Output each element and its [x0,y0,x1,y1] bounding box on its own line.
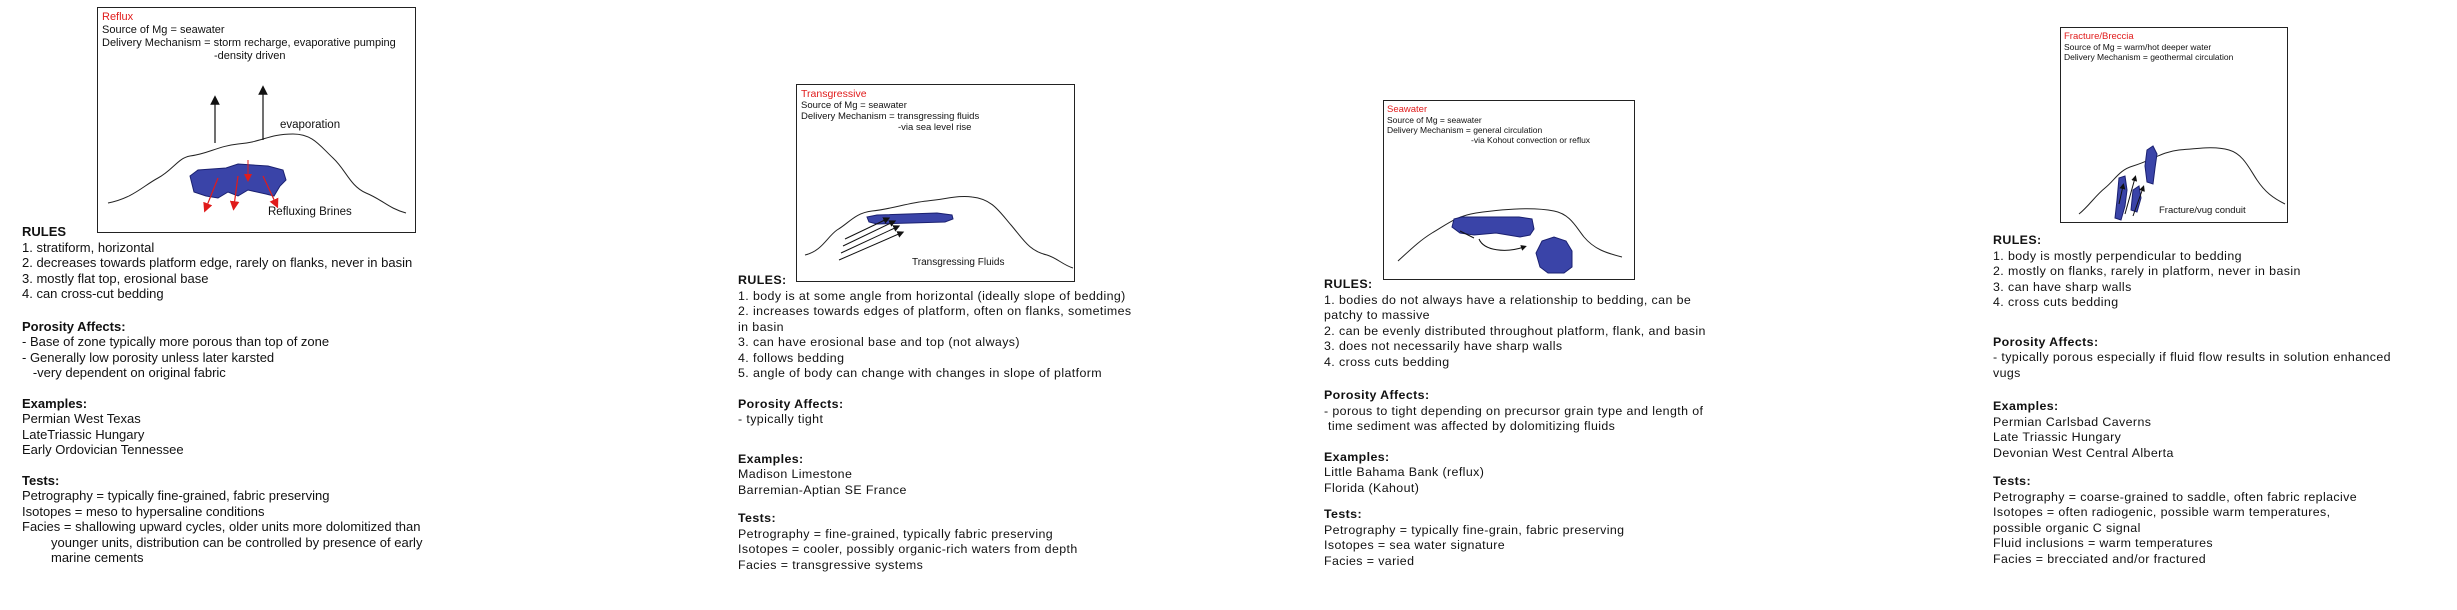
test-line: Isotopes = cooler, possibly organic-rich waters from depth [738,542,1078,556]
rules-heading: RULES: [738,273,787,287]
figure-text: Delivery Mechanism = storm recharge, evaporative pumping [102,37,396,49]
fluid-arrow [843,222,893,246]
fracture-figure [2060,27,2288,223]
test-line: younger units, distribution can be controlled by presence of early [51,534,423,550]
figure-text: Delivery Mechanism = transgressing fluids [801,111,980,122]
test-line: Isotopes = often radiogenic, possible warm temperatures, [1993,505,2331,519]
examples-heading: Examples: [738,451,804,466]
figure-title: Transgressive [801,88,867,100]
figure-title: Reflux [102,11,134,23]
rule-line: 2. mostly on flanks, rarely in platform, never in basin [1993,264,2301,278]
examples-heading: Examples: [1993,399,2059,413]
test-line: Facies = shallowing upward cycles, older units more dolomitized than [22,519,421,534]
figure-text: Source of Mg = seawater [801,100,907,111]
fluid-arrow [845,219,887,239]
rule-line: 5. angle of body can change with changes in slope of platform [738,366,1102,380]
porosity-line: - porous to tight depending on precursor grain type and length of [1324,403,1704,418]
test-line: Petrography = typically fine-grained, fabric preserving [22,488,330,503]
porosity-heading: Porosity Affects: [738,396,844,411]
porosity-line: -very dependent on original fabric [22,365,226,380]
figure-text: Source of Mg = warm/hot deeper water [2064,42,2212,52]
test-line: Petrography = typically fine-grain, fabric preserving [1324,522,1625,537]
rule-line: 4. cross cuts bedding [1993,295,2119,309]
figure-title: Seawater [1387,104,1428,115]
porosity-line: - Generally low porosity unless later karsted [22,349,275,365]
example-line: Early Ordovician Tennessee [22,442,184,457]
rule-line: 4. can cross-cut bedding [22,286,164,301]
fluid-arrow [841,227,897,253]
rules-heading: RULES [22,224,67,239]
rule-line: 2. can be evenly distributed throughout platform, flank, and basin [1324,323,1706,338]
reflux-notes [22,224,422,581]
tests-heading: Tests: [22,472,60,488]
rule-line: 1. body is mostly perpendicular to bedding [1993,248,2242,263]
test-line: Petrography = coarse-grained to saddle, often fabric replacive [1993,489,2358,504]
rule-line: 3. does not necessarily have sharp walls [1324,339,1563,353]
diagram-label: Fracture/vug conduit [2159,205,2246,216]
test-line: Fluid inclusions = warm temperatures [1993,536,2213,550]
example-line: Permian West Texas [22,411,141,426]
tests-heading: Tests: [1324,507,1362,521]
rule-line: 1. body is at some angle from horizontal (ideally slope of bedding) [738,288,1126,303]
figure-text: Source of Mg = seawater [1387,115,1482,125]
example-line: Barremian-Aptian SE France [738,482,907,497]
example-line: Florida (Kahout) [1324,480,1420,495]
rule-line: 1. bodies do not always have a relationship to bedding, can be [1324,292,1692,307]
porosity-line: - Base of zone typically more porous than top of zone [22,334,330,349]
tests-heading: Tests: [1993,474,2031,488]
reflux-dolomite-body [190,164,286,198]
porosity-line: time sediment was affected by dolomitizing fluids [1328,419,1616,433]
test-line: Facies = varied [1324,553,1415,568]
example-line: Devonian West Central Alberta [1993,445,2174,460]
porosity-heading: Porosity Affects: [1324,388,1430,402]
rule-line: patchy to massive [1324,308,1430,322]
diagram-label: Refluxing Brines [268,206,352,218]
rules-heading: RULES: [1324,277,1373,291]
examples-heading: Examples: [22,395,88,411]
test-line: Facies = transgressive systems [738,557,924,572]
example-line: Little Bahama Bank (reflux) [1324,465,1485,479]
fracture-dolomite-body [2145,146,2157,184]
transgressive-figure [796,84,1075,282]
porosity-heading: Porosity Affects: [22,318,126,334]
transgressive-notes [738,273,1131,588]
test-line: Isotopes = meso to hypersaline conditions [22,503,265,519]
example-line: Permian Carlsbad Caverns [1993,414,2152,429]
diagram-label: evaporation [280,119,341,131]
example-line: Late Triassic Hungary [1993,430,2122,444]
porosity-line: - typically porous especially if fluid flow results in solution enhanced [1993,350,2391,364]
seawater-figure [1383,100,1635,280]
figure-text: Delivery Mechanism = geothermal circulation [2064,52,2234,62]
seawater-dolomite-body [1536,237,1572,273]
rule-line: 2. decreases towards platform edge, rarely on flanks, never in basin [22,255,413,270]
porosity-line: vugs [1993,365,2021,380]
rule-line: 4. follows bedding [738,350,845,365]
fracture-notes [1993,233,2391,582]
test-line: Petrography = fine-grained, typically fabric preserving [738,526,1054,541]
examples-heading: Examples: [1324,449,1390,464]
seawater-notes [1324,277,1706,584]
rule-line: 1. stratiform, horizontal [22,239,155,255]
circulation-arrow [1479,239,1524,250]
tests-heading: Tests: [738,511,776,525]
porosity-line: - typically tight [738,412,824,426]
rule-line: 4. cross cuts bedding [1324,354,1450,369]
figure-text: -via Kohout convection or reflux [1471,135,1591,145]
rule-line: 2. increases towards edges of platform, often on flanks, sometimes [738,304,1132,318]
seawater-dolomite-body [1452,217,1534,237]
figure-text: Delivery Mechanism = general circulation [1387,125,1543,135]
diagram-label: Transgressing Fluids [912,257,1005,268]
figure-title: Fracture/Breccia [2064,31,2134,42]
rule-line: in basin [738,319,784,334]
test-line: Isotopes = sea water signature [1324,538,1506,552]
figure-text: -via sea level rise [898,122,972,133]
test-line: Facies = brecciated and/or fractured [1993,551,2207,566]
porosity-heading: Porosity Affects: [1993,334,2099,349]
figure-text: -density driven [214,50,286,62]
example-line: LateTriassic Hungary [22,426,145,442]
test-line: marine cements [51,550,144,565]
rule-line: 3. can have erosional base and top (not always) [738,335,1020,349]
rules-heading: RULES: [1993,233,2042,247]
rule-line: 3. can have sharp walls [1993,279,2132,294]
figure-text: Source of Mg = seawater [102,24,225,36]
test-line: possible organic C signal [1993,520,2141,535]
example-line: Madison Limestone [738,467,853,481]
rule-line: 3. mostly flat top, erosional base [22,270,209,286]
reflux-figure [97,7,416,233]
